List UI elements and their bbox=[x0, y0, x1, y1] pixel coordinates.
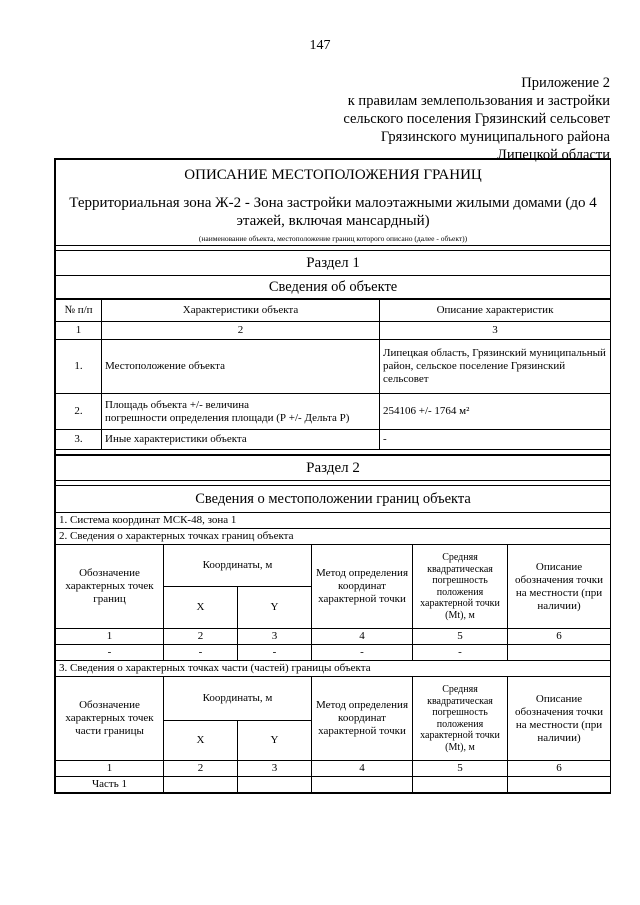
col-number-cell: 6 bbox=[508, 629, 611, 645]
col-error: Средняя квадратическая погрешность положения характерной точки (Mt), м bbox=[413, 545, 508, 629]
section2-title: Раздел 2 bbox=[56, 456, 611, 481]
appendix-line: сельского поселения Грязинский сельсовет bbox=[343, 111, 610, 127]
col-x: X bbox=[164, 587, 238, 629]
row-number: 2. bbox=[56, 394, 102, 430]
col-point-description: Описание обозначения точки на местности (при наличии) bbox=[508, 677, 611, 761]
col-y: Y bbox=[238, 587, 312, 629]
table-cell bbox=[508, 777, 611, 793]
col-error: Средняя квадратическая погрешность положения характерной точки (Mt), м bbox=[413, 677, 508, 761]
table-row bbox=[56, 777, 611, 793]
table-cell: - bbox=[56, 645, 164, 661]
col-number-cell: 1 bbox=[56, 629, 164, 645]
table-row bbox=[56, 394, 611, 430]
table-cell bbox=[508, 645, 611, 661]
col-number-cell: 2 bbox=[164, 761, 238, 777]
row-characteristic-line: Площадь объекта +/- величина bbox=[105, 398, 250, 411]
appendix-line: Грязинского муниципального района bbox=[380, 129, 610, 145]
row-number: 3. bbox=[56, 430, 102, 450]
appendix-line: к правилам землепользования и застройки bbox=[347, 93, 610, 109]
spacer bbox=[56, 450, 611, 455]
section2-table bbox=[55, 455, 611, 793]
coord-system: 1. Система координат МСК-48, зона 1 bbox=[56, 513, 611, 529]
table-row bbox=[56, 340, 611, 394]
part-label: Часть 1 bbox=[56, 777, 164, 793]
col-header-number: № п/п bbox=[56, 300, 102, 322]
col-point-description: Описание обозначения точки на местности (при наличии) bbox=[508, 545, 611, 629]
row-characteristic bbox=[102, 394, 380, 430]
table-cell: - bbox=[312, 645, 413, 661]
section1-subtitle: Сведения об объекте bbox=[56, 276, 611, 299]
col-number-cell: 4 bbox=[312, 629, 413, 645]
col-number-cell: 4 bbox=[312, 761, 413, 777]
row-value: 254106 +/- 1764 м² bbox=[380, 394, 611, 430]
col-number-cell: 2 bbox=[164, 629, 238, 645]
col-number-cell: 6 bbox=[508, 761, 611, 777]
col-number-cell: 3 bbox=[380, 322, 611, 340]
appendix-line: Липецкой области bbox=[497, 147, 610, 163]
row-characteristic: Местоположение объекта bbox=[102, 340, 380, 394]
col-header-description: Описание характеристик bbox=[380, 300, 611, 322]
row-value: Липецкая область, Грязинский муниципальный район, сельское поселение Грязинский сельсовет bbox=[380, 340, 611, 394]
col-method: Метод определения координат характерной точки bbox=[312, 677, 413, 761]
table-cell: - bbox=[164, 645, 238, 661]
object-note: (наименование объекта, местоположение границ которого описано (далее - объект)) bbox=[56, 232, 611, 246]
document-title: ОПИСАНИЕ МЕСТОПОЛОЖЕНИЯ ГРАНИЦ bbox=[56, 160, 611, 191]
boundary-description-form bbox=[54, 158, 611, 794]
col-method: Метод определения координат характерной точки bbox=[312, 545, 413, 629]
col-header-characteristic: Характеристики объекта bbox=[102, 300, 380, 322]
section1-table bbox=[55, 299, 611, 455]
document-table bbox=[55, 159, 611, 322]
points-title: 2. Сведения о характерных точках границ объекта bbox=[56, 529, 611, 545]
col-number-cell: 5 bbox=[413, 629, 508, 645]
appendix-line: Приложение 2 bbox=[521, 75, 610, 91]
section2-subtitle: Сведения о местоположении границ объекта bbox=[56, 486, 611, 513]
row-value: - bbox=[380, 430, 611, 450]
parts-title: 3. Сведения о характерных точках части (частей) границы объекта bbox=[56, 661, 611, 677]
table-cell bbox=[238, 777, 312, 793]
row-number: 1. bbox=[56, 340, 102, 394]
section1-title: Раздел 1 bbox=[56, 251, 611, 276]
col-y: Y bbox=[238, 721, 312, 761]
page-number: 147 bbox=[309, 38, 331, 53]
table-cell bbox=[312, 777, 413, 793]
col-coordinates: Координаты, м bbox=[164, 677, 312, 721]
col-point-designation: Обозначение характерных точек границ bbox=[56, 545, 164, 629]
col-coordinates: Координаты, м bbox=[164, 545, 312, 587]
col-number-cell: 3 bbox=[238, 761, 312, 777]
table-cell: - bbox=[413, 645, 508, 661]
col-number-cell: 5 bbox=[413, 761, 508, 777]
row-characteristic: Иные характеристики объекта bbox=[102, 430, 380, 450]
col-number-cell: 1 bbox=[56, 322, 102, 340]
col-part-point-designation: Обозначение характерных точек части границы bbox=[56, 677, 164, 761]
row-characteristic-line: погрешности определения площади (Р +/- Дельта Р) bbox=[105, 411, 350, 424]
table-cell bbox=[164, 777, 238, 793]
object-name: Территориальная зона Ж-2 - Зона застройки малоэтажными жилыми домами (до 4 этажей, включая мансардный) bbox=[56, 190, 611, 232]
col-number-cell: 3 bbox=[238, 629, 312, 645]
table-cell bbox=[413, 777, 508, 793]
col-x: X bbox=[164, 721, 238, 761]
table-row bbox=[56, 645, 611, 661]
table-cell: - bbox=[238, 645, 312, 661]
appendix-caption bbox=[343, 74, 610, 164]
col-number-cell: 1 bbox=[56, 761, 164, 777]
table-row bbox=[56, 430, 611, 450]
col-number-cell: 2 bbox=[102, 322, 380, 340]
